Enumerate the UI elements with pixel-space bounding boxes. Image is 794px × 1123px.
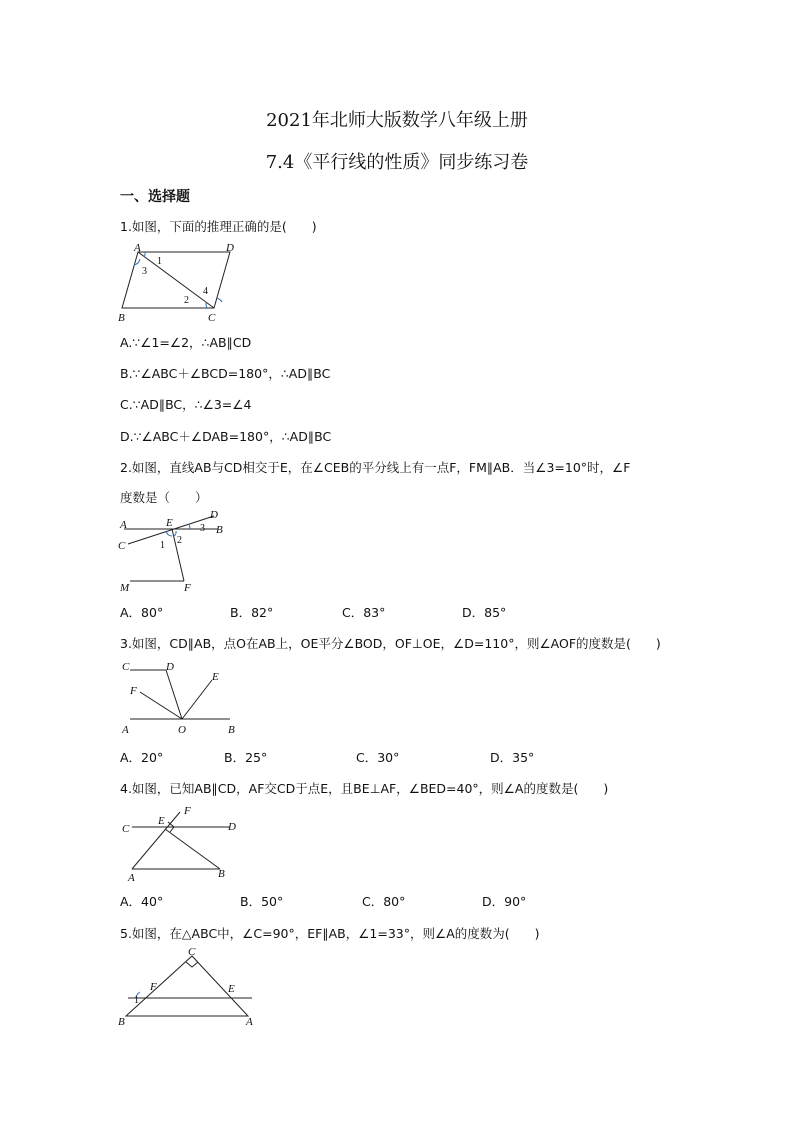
q2-stem-line-2: 度数是（ ） <box>120 490 208 505</box>
q1-stem: 1.如图，下面的推理正确的是( ) <box>120 219 317 234</box>
q2-label-d: D <box>210 509 218 521</box>
q1-option-a[interactable]: A.∵∠1=∠2，∴AB∥CD <box>120 335 252 350</box>
q3-stem: 3.如图，CD∥AB，点O在AB上，OE平分∠BOD，OF⊥OE，∠D=110°，则∠AOF的度数是( ) <box>120 636 661 651</box>
q4-label-e: E <box>158 815 165 827</box>
q3-label-a: A <box>122 724 129 736</box>
q4-option-c[interactable]: C．80° <box>362 894 406 909</box>
q2-label-e: E <box>166 517 173 529</box>
q1-label-3: 3 <box>142 266 147 277</box>
q5-figure <box>116 946 260 1030</box>
q1-label-1: 1 <box>157 256 162 267</box>
q1-label-a: A <box>134 242 141 254</box>
q2-options <box>120 603 506 621</box>
q2-stem-line-1: 2.如图，直线AB与CD相交于E，在∠CEB的平分线上有一点F，FM∥AB．当∠3=10°时，∠F <box>120 460 631 475</box>
q4-label-f: F <box>184 805 191 817</box>
q3-option-c[interactable]: C．30° <box>356 750 400 765</box>
q5-label-b: B <box>118 1016 125 1028</box>
q4-label-a: A <box>128 872 135 884</box>
q3-figure <box>118 658 242 740</box>
q4-figure <box>118 802 242 884</box>
q3-label-c: C <box>122 661 130 673</box>
q3-label-d: D <box>166 661 174 673</box>
q5-stem: 5.如图，在△ABC中，∠C=90°，EF∥AB，∠1=33°，则∠A的度数为( ) <box>120 926 540 941</box>
q1-option-d[interactable]: D.∵∠ABC＋∠DAB=180°，∴AD∥BC <box>120 429 332 444</box>
q3-option-a[interactable]: A．20° <box>120 750 164 765</box>
q4-options <box>120 892 526 910</box>
q1-figure <box>118 242 248 324</box>
q2-label-m: M <box>120 582 130 594</box>
q3-label-f: F <box>130 685 137 697</box>
q2-label-f: F <box>184 582 191 594</box>
q4-label-d: D <box>228 821 236 833</box>
q1-option-b[interactable]: B.∵∠ABC＋∠BCD=180°，∴AD∥BC <box>120 366 331 381</box>
section-heading: 一、选择题 <box>120 189 190 205</box>
q3-label-b: B <box>228 724 235 736</box>
q2-option-a[interactable]: A．80° <box>120 605 164 620</box>
q4-label-c: C <box>122 823 130 835</box>
q2-label-3: 3 <box>200 523 205 534</box>
q5-label-1: 1 <box>134 995 139 1006</box>
q2-option-d[interactable]: D．85° <box>462 605 507 620</box>
q3-label-o: O <box>178 724 186 736</box>
q4-option-b[interactable]: B．50° <box>240 894 284 909</box>
q3-option-b[interactable]: B．25° <box>224 750 268 765</box>
q4-option-a[interactable]: A．40° <box>120 894 164 909</box>
q4-option-d[interactable]: D．90° <box>482 894 527 909</box>
q2-label-b: B <box>216 524 223 536</box>
q1-label-4: 4 <box>203 286 208 297</box>
q3-label-e: E <box>212 671 219 683</box>
q4-stem: 4.如图，已知AB∥CD，AF交CD于点E，且BE⊥AF，∠BED=40°，则∠A的度数是( ) <box>120 781 609 796</box>
q5-label-a: A <box>246 1016 253 1028</box>
q5-label-f: F <box>150 981 157 993</box>
q1-label-c: C <box>208 312 216 324</box>
q1-label-d: D <box>226 242 234 254</box>
q5-label-e: E <box>228 983 235 995</box>
q2-option-b[interactable]: B．82° <box>230 605 274 620</box>
q2-label-a: A <box>120 519 127 531</box>
q3-options <box>120 748 534 766</box>
q2-label-2: 2 <box>177 535 182 546</box>
q2-label-1: 1 <box>160 540 165 551</box>
q2-label-c: C <box>118 540 126 552</box>
q1-label-b: B <box>118 312 125 324</box>
q3-option-d[interactable]: D．35° <box>490 750 535 765</box>
q2-figure <box>118 510 228 594</box>
q4-label-b: B <box>218 868 225 880</box>
q5-label-c: C <box>188 946 196 958</box>
q1-option-c[interactable]: C.∵AD∥BC，∴∠3=∠4 <box>120 397 252 412</box>
title-line-2: 7.4《平行线的性质》同步练习卷 <box>265 152 529 173</box>
q2-option-c[interactable]: C．83° <box>342 605 386 620</box>
title-line-1: 2021年北师大版数学八年级上册 <box>266 110 528 131</box>
q1-label-2: 2 <box>184 295 189 306</box>
